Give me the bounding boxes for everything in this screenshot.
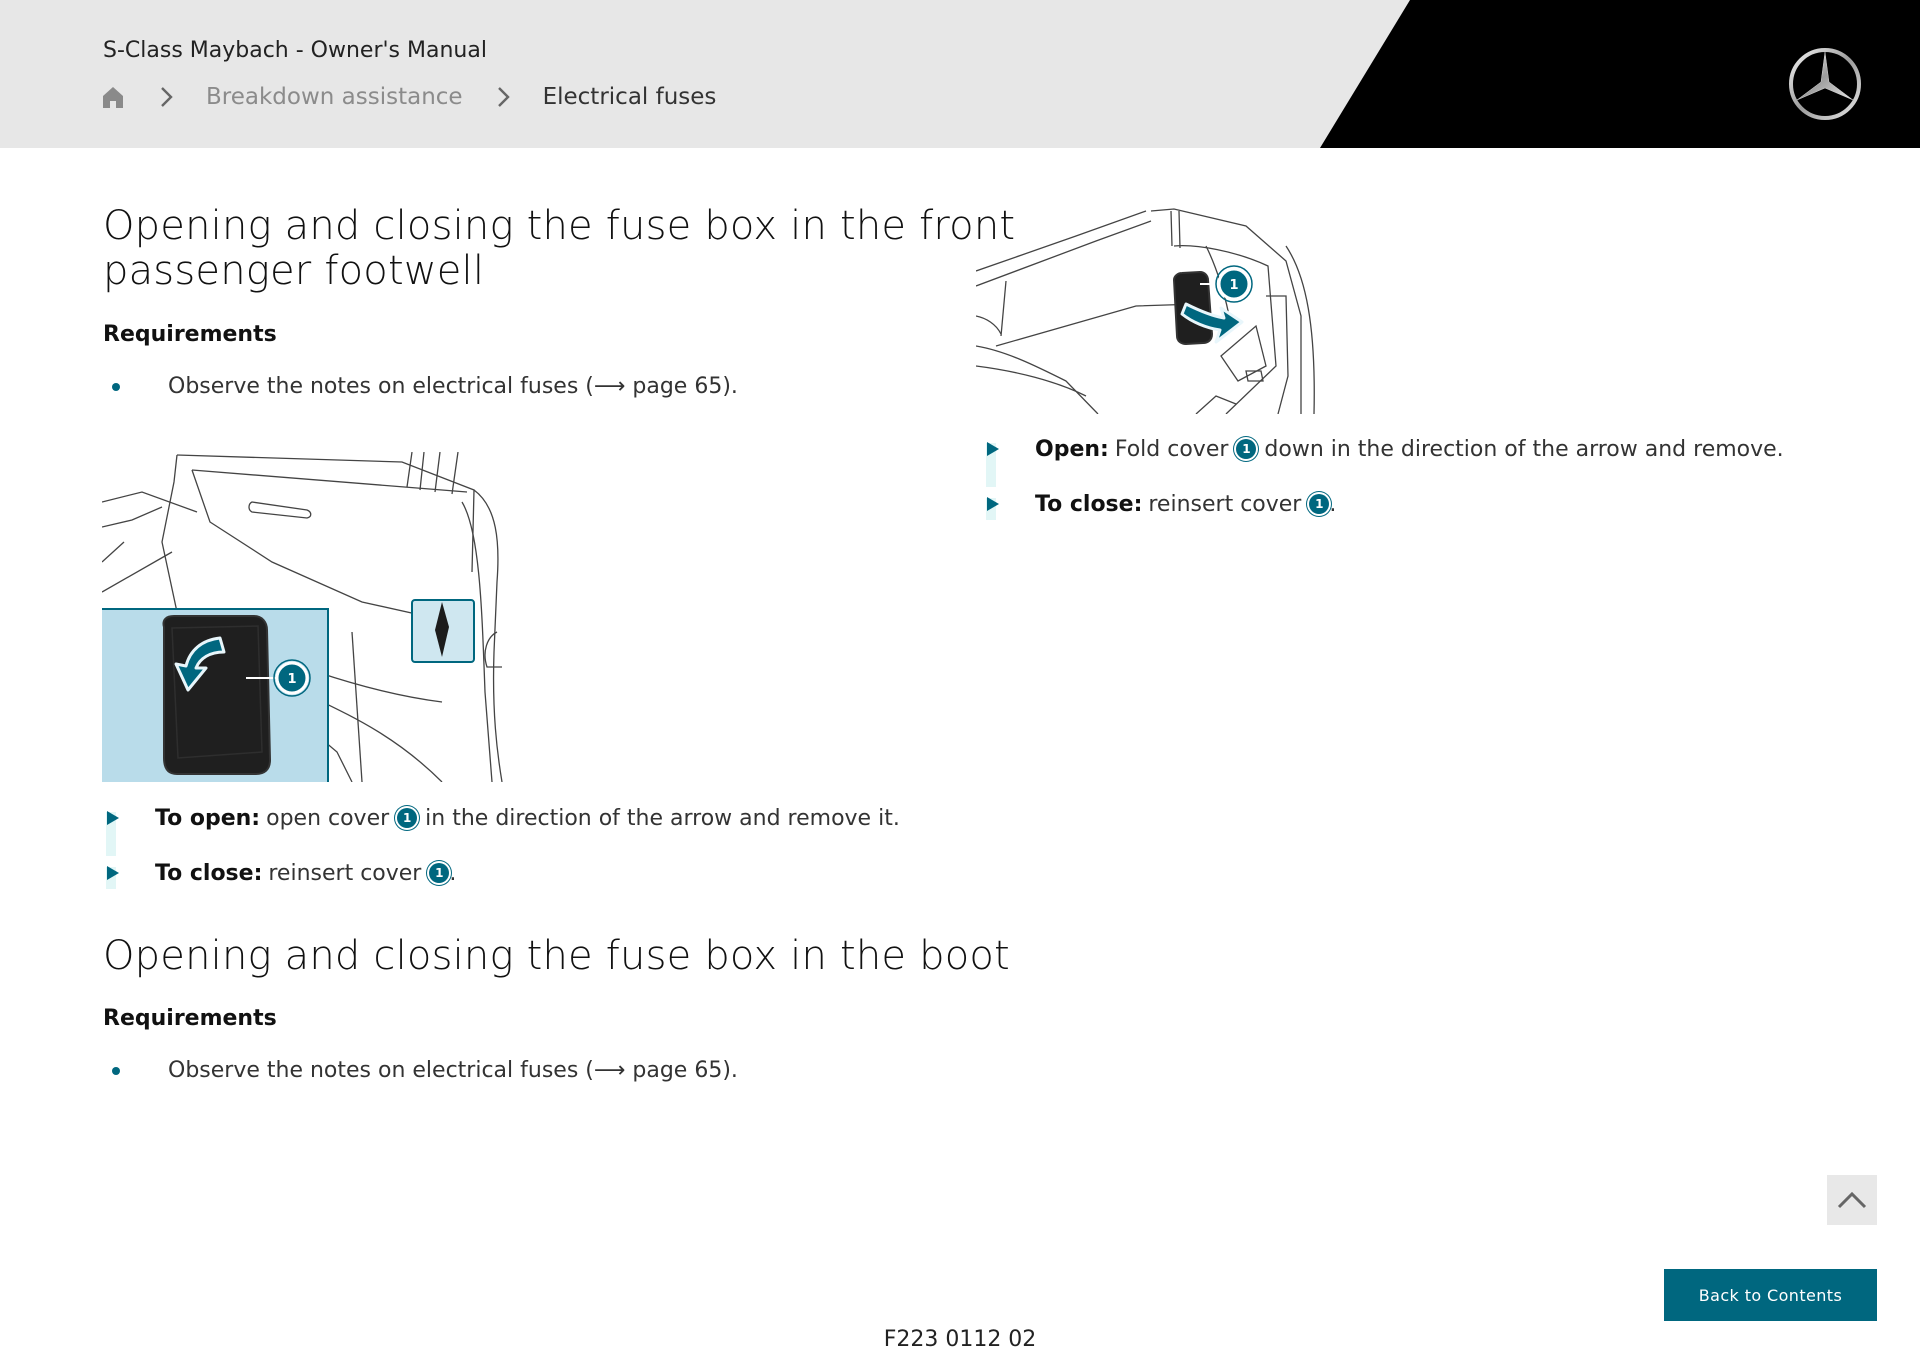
scroll-top-icon: [1836, 1189, 1868, 1211]
step-text: open cover: [266, 805, 390, 831]
heading-line-1: Opening and closing the fuse box in the front: [103, 203, 1016, 249]
scroll-to-top-button[interactable]: [1827, 1175, 1877, 1225]
step-text: .: [449, 860, 457, 886]
step-arrow-icon: [983, 433, 999, 487]
step-text: .: [1329, 491, 1337, 517]
requirement-item: [103, 374, 738, 399]
step-text: in the direction of the arrow and remove it.: [425, 805, 900, 831]
footwell-fuse-box-illustration: [102, 452, 507, 782]
boot-fuse-box-illustration: [976, 206, 1338, 414]
step-text: reinsert cover: [1148, 491, 1302, 517]
back-to-contents-button[interactable]: Back to Contents: [1664, 1269, 1877, 1321]
section-heading-boot: Opening and closing the fuse box in the boot: [103, 933, 1010, 979]
requirement-item: [103, 1058, 738, 1083]
requirements-label: Requirements: [103, 1006, 277, 1031]
breadcrumb-item-breakdown-assistance[interactable]: Breakdown assistance: [206, 84, 463, 110]
step-label: Open:: [1035, 436, 1109, 462]
requirement-text[interactable]: Observe the notes on electrical fuses (⟶ page 65).: [168, 1058, 738, 1083]
home-icon[interactable]: [100, 84, 126, 110]
step-to-open: [103, 802, 900, 834]
heading-line-2: passenger footwell: [103, 248, 485, 294]
step-arrow-icon: [103, 857, 119, 889]
step-open: [983, 433, 1784, 465]
step-label: To close:: [1035, 491, 1143, 517]
requirement-text[interactable]: Observe the notes on electrical fuses (⟶ page 65).: [168, 374, 738, 399]
step-text: reinsert cover: [268, 860, 422, 886]
callout-badge: 1: [1309, 494, 1329, 514]
breadcrumb: [100, 82, 716, 112]
mercedes-star-logo[interactable]: [1787, 46, 1863, 122]
chevron-right-icon: [156, 84, 178, 110]
callout-badge: 1: [397, 808, 417, 828]
step-close: [983, 488, 1336, 520]
bullet-dot: [112, 1067, 120, 1075]
callout-badge: 1: [1236, 439, 1256, 459]
callout-badge: 1: [429, 863, 449, 883]
callout-1: 1: [287, 672, 297, 687]
step-text: down in the direction of the arrow and remove.: [1264, 436, 1784, 462]
step-arrow-icon: [983, 488, 999, 520]
breadcrumb-item-electrical-fuses: Electrical fuses: [542, 84, 717, 110]
step-to-close: [103, 857, 456, 889]
requirements-label: Requirements: [103, 322, 277, 347]
step-label: To open:: [155, 805, 261, 831]
bullet-dot: [112, 383, 120, 391]
step-text: Fold cover: [1114, 436, 1229, 462]
callout-1: 1: [1229, 278, 1239, 293]
chevron-right-icon: [493, 84, 515, 110]
section-heading-footwell: [103, 204, 1015, 294]
step-arrow-icon: [103, 802, 119, 856]
figure-id: F223 0112 02: [883, 1327, 1037, 1352]
document-title: S-Class Maybach - Owner's Manual: [103, 38, 487, 63]
step-label: To close:: [155, 860, 263, 886]
